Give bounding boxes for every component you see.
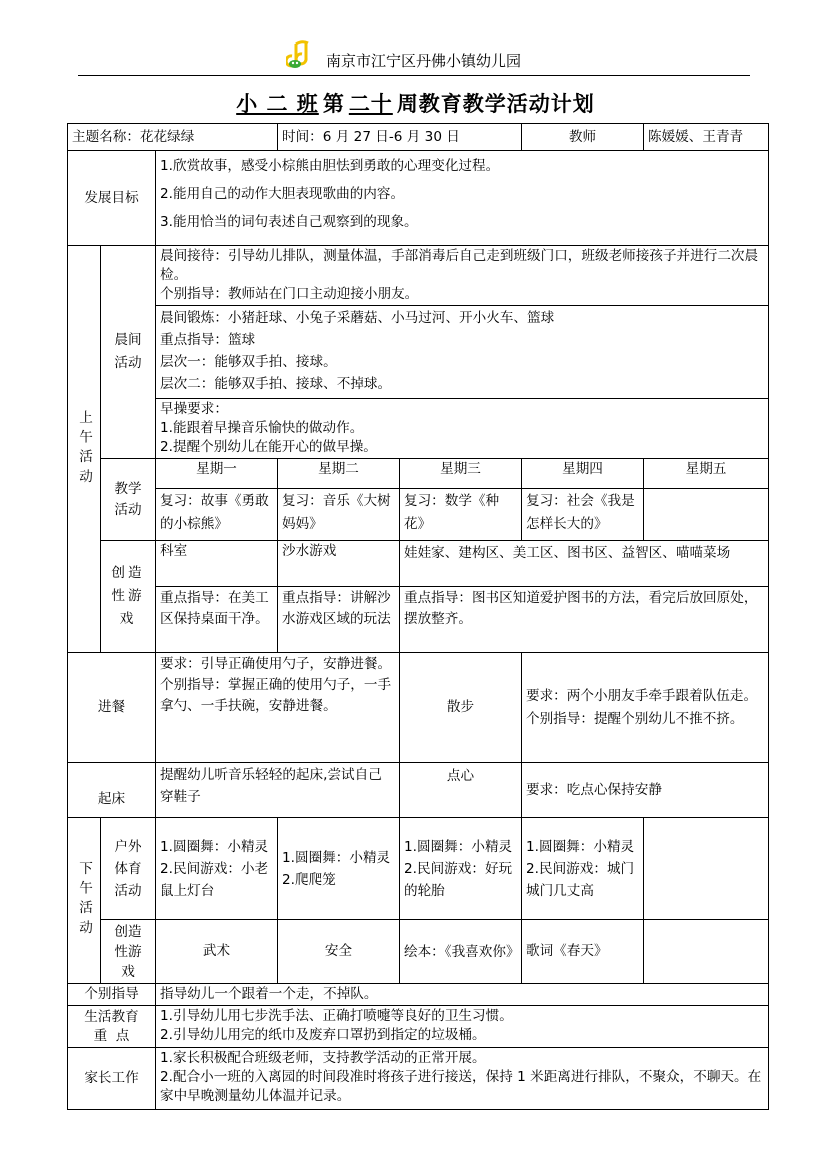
page-title — [0, 88, 827, 118]
afternoon-section-label: 下午活动 — [68, 818, 101, 984]
games-row — [68, 541, 769, 587]
goal-item: 1.欣赏故事，感受小棕熊由胆怯到勇敢的心理变化过程。 — [160, 158, 500, 174]
afternoon-creative-row — [68, 920, 769, 984]
goals-row — [68, 151, 769, 246]
school-logo-icon — [286, 40, 320, 70]
meal-row — [68, 653, 769, 763]
game-tue: 沙水游戏 — [278, 541, 400, 587]
wake-content: 提醒幼儿听音乐轻轻的起床,尝试自己穿鞋子 — [156, 763, 400, 818]
exercise-content: 晨间锻炼：小猪赶球、小兔子采蘑菇、小马过河、开小火车、篮球 重点指导：篮球 层次一：能够双手拍、接球。 层次二：能够双手拍、接球、不掉球。 — [156, 306, 769, 399]
outdoor-row — [68, 818, 769, 920]
page-header — [0, 0, 827, 80]
snack-label: 点心 — [400, 763, 522, 818]
outdoor-thu: 1.圆圈舞：小精灵 2.民间游戏：城门城门几丈高 — [522, 818, 644, 920]
reception-row — [68, 246, 769, 306]
parents-content: 1.家长积极配合班级老师，支持教学活动的正常开展。 2.配合小一班的入离园的时间段准时将孩子进行接送，保持 1 米距离进行排队，不聚众，不聊天。在家中早晚测量幼儿体温并记录。 — [156, 1048, 769, 1110]
teaching-tue: 复习：音乐《大树妈妈》 — [278, 489, 400, 541]
title-suffix: 周教育教学活动计划 — [396, 92, 595, 116]
drill-content: 早操要求： 1.能跟着早操音乐愉快的做动作。 2.提醒个别幼儿在能开心的做早操。 — [156, 399, 769, 459]
life-label: 生活教育重 点 — [68, 1006, 156, 1048]
teaching-fri — [644, 489, 769, 541]
morning-section-label: 上午活动 — [68, 246, 101, 653]
outdoor-tue: 1.圆圈舞：小精灵 2.爬爬笼 — [278, 818, 400, 920]
parents-row — [68, 1048, 769, 1110]
creative-game-label: 创造性游戏 — [101, 541, 156, 653]
reception-content: 晨间接待：引导幼儿排队，测量体温，手部消毒后自己走到班级门口，班级老师接孩子并进行二次晨检。 个别指导：教师站在门口主动迎接小朋友。 — [156, 246, 769, 306]
title-week: 二十 — [348, 92, 393, 116]
individual-content: 指导幼儿一个跟着一个走，不掉队。 — [156, 984, 769, 1006]
teaching-wed: 复习：数学《种花》 — [400, 489, 522, 541]
snack-content: 要求：吃点心保持安静 — [522, 763, 769, 818]
game-guides-row — [68, 587, 769, 653]
title-week-prefix: 第 — [322, 92, 345, 116]
weekday-thu: 星期四 — [522, 459, 644, 489]
weekday-fri: 星期五 — [644, 459, 769, 489]
theme-cell: 主题名称：花花绿绿 — [68, 124, 278, 151]
goal-item: 2.能用自己的动作大胆表现歌曲的内容。 — [160, 186, 405, 202]
time-cell: 时间：6 月 27 日-6 月 30 日 — [278, 124, 522, 151]
parents-label: 家长工作 — [68, 1048, 156, 1110]
header-divider — [78, 75, 750, 76]
meal-label: 进餐 — [68, 653, 156, 763]
life-content: 1.引导幼儿用七步洗手法、正确打喷嚏等良好的卫生习惯。 2.引导幼儿用完的纸巾及废弃口罩扔到指定的垃圾桶。 — [156, 1006, 769, 1048]
title-class: 小 二 班 — [236, 92, 319, 116]
game-rest: 娃娃家、建构区、美工区、图书区、益智区、喵喵菜场 — [400, 541, 769, 587]
outdoor-fri — [644, 818, 769, 920]
info-row — [68, 124, 769, 151]
outdoor-mon: 1.圆圈舞：小精灵 2.民间游戏：小老鼠上灯台 — [156, 818, 278, 920]
goals-label: 发展目标 — [68, 151, 156, 246]
outdoor-wed: 1.圆圈舞：小精灵 2.民间游戏：好玩的轮胎 — [400, 818, 522, 920]
guide-rest: 重点指导：图书区知道爱护图书的方法，看完后放回原处，摆放整齐。 — [400, 587, 769, 653]
individual-row — [68, 984, 769, 1006]
wake-label: 起床 — [68, 763, 156, 818]
creative-thu: 歌词《春天》 — [522, 920, 644, 984]
walk-content: 要求：两个小朋友手牵手跟着队伍走。 个别指导：提醒个别幼儿不推不挤。 — [522, 653, 769, 763]
walk-label: 散步 — [400, 653, 522, 763]
teaching-thu: 复习：社会《我是怎样长大的》 — [522, 489, 644, 541]
exercise-row — [68, 306, 769, 399]
creative-tue: 安全 — [278, 920, 400, 984]
weekday-tue: 星期二 — [278, 459, 400, 489]
teaching-label: 教学活动 — [101, 459, 156, 541]
creative-fri — [644, 920, 769, 984]
outdoor-label: 户外体育活动 — [101, 818, 156, 920]
plan-table — [67, 123, 769, 1110]
goals-content — [156, 151, 769, 246]
life-row — [68, 1006, 769, 1048]
afternoon-creative-label: 创造性游戏 — [101, 920, 156, 984]
game-mon: 科室 — [156, 541, 278, 587]
drill-row — [68, 399, 769, 459]
teaching-mon: 复习：故事《勇敢的小棕熊》 — [156, 489, 278, 541]
teacher-label: 教师 — [522, 124, 644, 151]
guide-mon: 重点指导：在美工区保持桌面干净。 — [156, 587, 278, 653]
weekday-mon: 星期一 — [156, 459, 278, 489]
wake-row — [68, 763, 769, 818]
creative-mon: 武术 — [156, 920, 278, 984]
weekday-wed: 星期三 — [400, 459, 522, 489]
teaching-row — [68, 489, 769, 541]
teacher-names: 陈媛媛、王青青 — [644, 124, 769, 151]
school-name: 南京市江宁区丹佛小镇幼儿园 — [326, 52, 522, 70]
creative-wed: 绘本：《我喜欢你》 — [400, 920, 522, 984]
morning-activity-label: 晨间活动 — [101, 246, 156, 459]
meal-content: 要求：引导正确使用勺子，安静进餐。 个别指导：掌握正确的使用勺子，一手拿勺、一手扶碗，安静进餐。 — [156, 653, 400, 763]
goal-item: 3.能用恰当的词句表述自己观察到的现象。 — [160, 214, 418, 230]
weekday-row — [68, 459, 769, 489]
guide-tue: 重点指导：讲解沙水游戏区域的玩法 — [278, 587, 400, 653]
individual-label: 个别指导 — [68, 984, 156, 1006]
